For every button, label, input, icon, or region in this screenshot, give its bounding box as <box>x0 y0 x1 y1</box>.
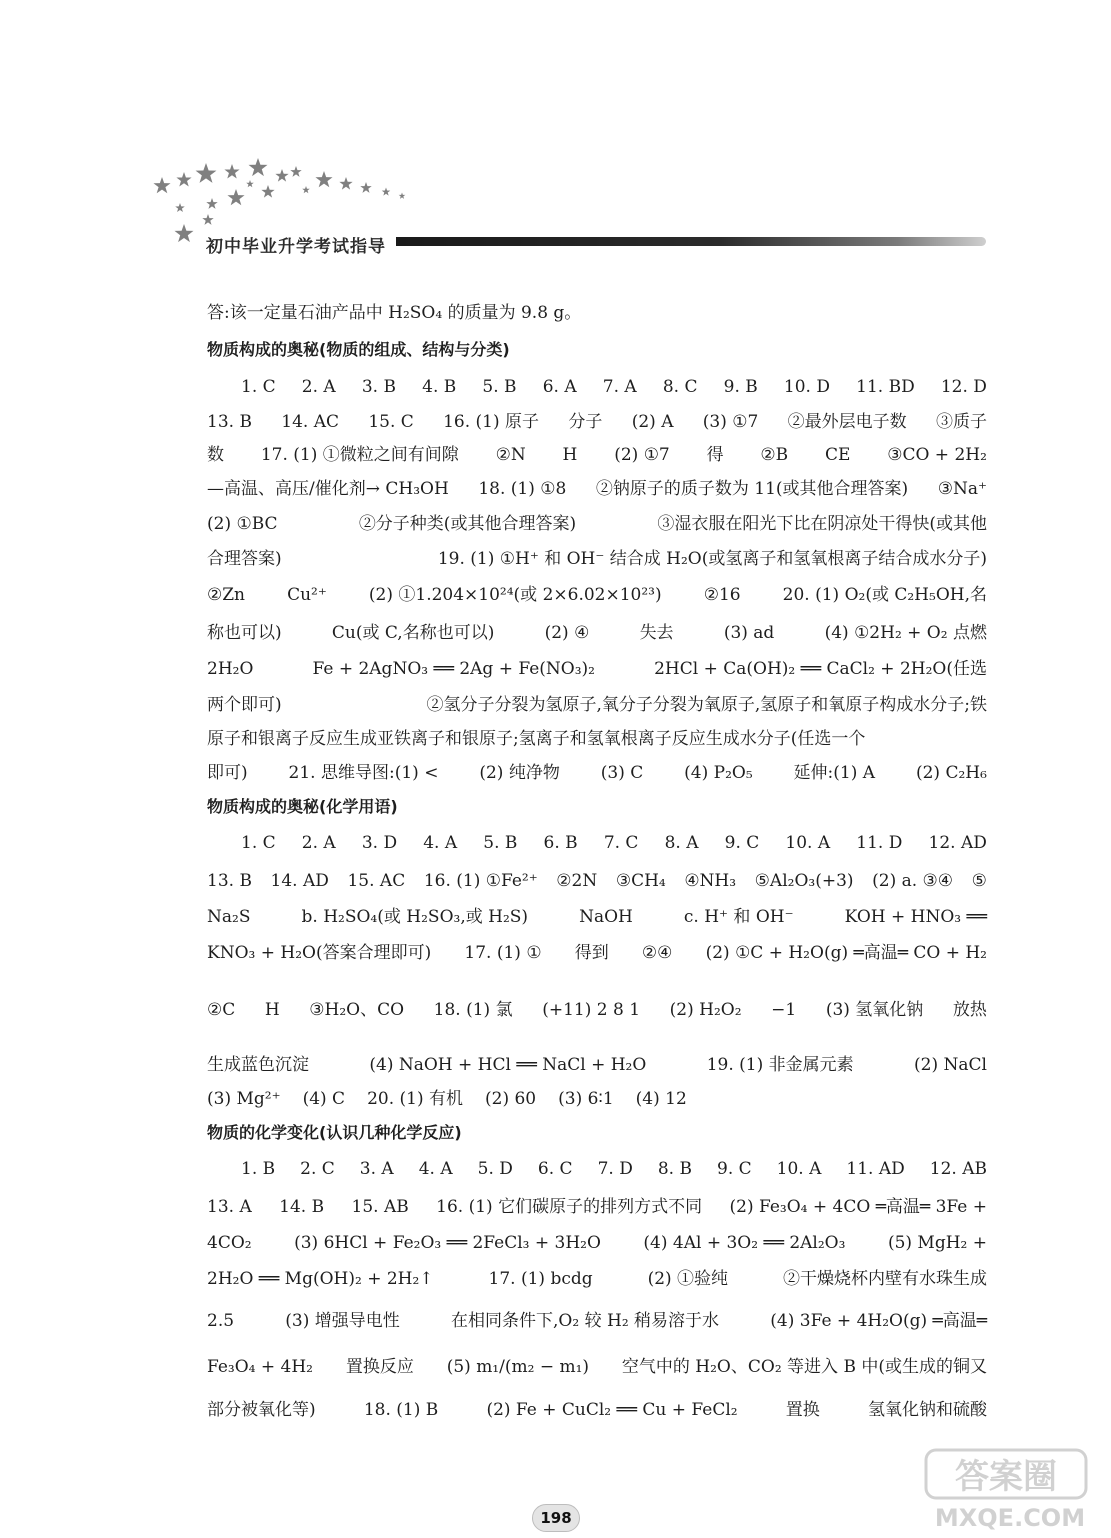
answer-segment: Fe₃O₄ + 4H₂ <box>207 1357 314 1377</box>
watermark-text: 答案圈 <box>955 1457 1057 1497</box>
answer-segment: 5. D <box>477 1159 513 1179</box>
answer-line <box>207 1352 987 1382</box>
answer-line <box>207 1050 987 1080</box>
answer-segment: 4CO₂ <box>207 1233 252 1253</box>
answer-line <box>207 544 987 574</box>
answer-segment: 17. (1) ①微粒之间有间隙 <box>260 445 459 465</box>
answer-segment: (2) 纯净物 <box>479 763 560 783</box>
answer-segment: (2) H₂O₂ <box>669 1000 742 1020</box>
answer-segment: H <box>562 445 578 465</box>
watermark-url: MXQE.COM <box>934 1504 1086 1532</box>
answer-segment: 空气中的 H₂O、CO₂ 等进入 B 中(或生成的铜又 <box>621 1357 987 1377</box>
answer-segment: ③Na⁺ <box>937 479 987 499</box>
answer-segment: (2) C₂H₆ <box>915 763 987 783</box>
answer-segment: 5. B <box>482 377 517 397</box>
answer-segment: 7. C <box>603 833 639 853</box>
answer-segment: (2) Fe + CuCl₂ ══ Cu + FeCl₂ <box>486 1400 738 1420</box>
answer-segment: 6. A <box>542 377 577 397</box>
answer-line <box>207 618 987 648</box>
answer-segment: 18. (1) B <box>363 1400 439 1420</box>
answer-segment: 2. C <box>300 1159 335 1179</box>
answer-segment: Fe + 2AgNO₃ ══ 2Ag + Fe(NO₃)₂ <box>312 659 596 679</box>
answer-segment: ②最外层电子数 <box>787 412 907 432</box>
answer-segment: (3) 氢氧化钠 <box>825 1000 924 1020</box>
answer-segment: 氢氧化钠和硫酸 <box>867 1400 987 1420</box>
answer-segment: 11. AD <box>846 1159 905 1179</box>
answer-segment: KNO₃ + H₂O(答案合理即可) <box>207 943 432 963</box>
answer-segment: ③H₂O、CO <box>309 1000 405 1020</box>
answer-segment: (3) ad <box>723 623 775 643</box>
answer-segment: 4. A <box>423 833 458 853</box>
answer-segment: 17. (1) ① <box>464 943 542 963</box>
answer-segment: 13. A <box>207 1197 252 1217</box>
answer-segment: ②Zn <box>207 585 246 605</box>
answer-segment: 即可) <box>207 763 248 783</box>
answer-segment: 2. A <box>301 833 336 853</box>
answer-segment: (2) 60 <box>485 1089 537 1109</box>
answer-segment: 16. (1) ①Fe²⁺ <box>423 871 538 891</box>
answer-line <box>241 1154 987 1184</box>
header-title: 初中毕业升学考试指导 <box>206 237 386 257</box>
answer-segment: 12. AD <box>928 833 987 853</box>
answer-line <box>207 758 987 788</box>
answer-segment: 17. (1) bcdg <box>488 1269 593 1289</box>
answer-segment: 1. B <box>241 1159 276 1179</box>
answer-segment: 18. (1) ①8 <box>478 479 567 499</box>
answer-segment: KOH + HNO₃ ══ <box>844 907 987 927</box>
answer-segment: 8. C <box>662 377 698 397</box>
answer-segment: 3. A <box>359 1159 394 1179</box>
answer-segment: 16. (1) 它们碳原子的排列方式不同 <box>436 1197 703 1217</box>
answer-segment: (2) Fe₃O₄ + 4CO ═高温═ 3Fe + <box>729 1197 987 1217</box>
answer-segment: ③CH₄ <box>615 871 666 891</box>
answer-segment: 10. D <box>783 377 830 397</box>
answer-line <box>207 1395 987 1425</box>
answer-segment: 15. AC <box>347 871 406 891</box>
answer-segment: 2H₂O <box>207 659 254 679</box>
answer-segment: (4) C <box>302 1089 346 1109</box>
answer-segment: 3. B <box>361 377 396 397</box>
answer-segment: 14. B <box>279 1197 325 1217</box>
answer-line <box>207 1228 987 1258</box>
answer-line <box>207 1264 987 1294</box>
answer-segment: (4) 3Fe + 4H₂O(g) ═高温═ <box>770 1311 987 1331</box>
answer-line <box>241 372 987 402</box>
header-rule <box>396 237 986 246</box>
answer-segment: 5. B <box>483 833 518 853</box>
answer-segment: 分子 <box>568 412 603 432</box>
answer-segment: 1. C <box>241 833 276 853</box>
answer-segment: (3) C <box>600 763 644 783</box>
answer-segment: (4) 4Al + 3O₂ ══ 2Al₂O₃ <box>643 1233 846 1253</box>
answer-segment: ②C <box>207 1000 236 1020</box>
answer-segment: —高温、高压/催化剂→ CH₃OH <box>207 479 449 499</box>
answer-segment: ②分子种类(或其他合理答案) <box>358 514 577 534</box>
answer-line <box>207 1192 987 1222</box>
answer-segment: 8. B <box>657 1159 692 1179</box>
answer-segment: 11. D <box>856 833 903 853</box>
answer-segment: 物质的化学变化(认识几种化学反应) <box>207 1123 462 1142</box>
section-heading <box>207 1118 987 1148</box>
answer-segment: (4) ①2H₂ + O₂ 点燃 <box>824 623 987 643</box>
answer-segment: −1 <box>771 1000 797 1020</box>
section-heading <box>207 792 987 822</box>
answer-line <box>207 654 987 684</box>
answer-segment: 4. A <box>418 1159 453 1179</box>
answer-segment: ②B <box>760 445 789 465</box>
answer-segment: 13. B <box>207 412 252 432</box>
answer-segment: 19. (1) 非金属元素 <box>706 1055 854 1075</box>
answer-segment: (3) 增强导电性 <box>285 1311 400 1331</box>
answer-segment: 19. (1) ①H⁺ 和 OH⁻ 结合成 H₂O(或氢离子和氢氧根离子结合成水分子) <box>437 549 987 569</box>
answer-line <box>207 509 987 539</box>
answer-segment: 9. B <box>723 377 758 397</box>
answer-segment: 13. B <box>207 871 252 891</box>
answer-segment: 4. B <box>422 377 457 397</box>
answer-segment: ②16 <box>703 585 741 605</box>
answer-segment: Cu²⁺ <box>287 585 327 605</box>
answer-segment: 18. (1) 氯 <box>433 1000 513 1020</box>
answer-segment: 6. B <box>543 833 578 853</box>
section-heading <box>207 335 987 365</box>
answer-segment: ②N <box>495 445 526 465</box>
answer-segment: 12. AB <box>929 1159 987 1179</box>
answer-segment: H <box>264 1000 280 1020</box>
answer-segment: ④NH₃ <box>684 871 737 891</box>
answer-segment: 20. (1) 有机 <box>367 1089 463 1109</box>
answer-segment: (5) m₁/(m₂ − m₁) <box>446 1357 590 1377</box>
answer-segment: ③湿衣服在阳光下比在阴凉处干得快(或其他 <box>657 514 987 534</box>
answer-segment: (2) NaCl <box>914 1055 987 1075</box>
answer-segment: ②2N <box>556 871 598 891</box>
answer-segment: 延伸:(1) A <box>793 763 876 783</box>
answer-segment: 9. C <box>717 1159 752 1179</box>
answer-line <box>207 298 987 328</box>
answer-segment: ②氢分子分裂为氢原子,氧分子分裂为氧原子,氢原子和氧原子构成水分子;铁 <box>426 695 987 715</box>
answer-line <box>207 1084 987 1114</box>
answer-line <box>207 995 987 1025</box>
answer-segment: ③质子 <box>936 412 987 432</box>
answer-segment: (2) ①BC <box>207 514 278 534</box>
answer-line <box>207 724 987 754</box>
answer-segment: 部分被氧化等) <box>207 1400 316 1420</box>
answer-segment: (5) MgH₂ + <box>887 1233 987 1253</box>
answer-segment: ⑤Al₂O₃(+3) <box>754 871 854 891</box>
answer-segment: ②④ <box>641 943 673 963</box>
answer-segment: 2H₂O ══ Mg(OH)₂ + 2H₂↑ <box>207 1269 434 1289</box>
answer-segment: 10. A <box>785 833 831 853</box>
answer-segment: Cu(或 C,名称也可以) <box>331 623 495 643</box>
answer-segment: c. H⁺ 和 OH⁻ <box>683 907 794 927</box>
answer-segment: (+11) 2 8 1 <box>542 1000 641 1020</box>
page-number: 198 <box>532 1504 580 1532</box>
answer-segment: 9. C <box>724 833 760 853</box>
answer-segment: 物质构成的奥秘(化学用语) <box>207 797 398 816</box>
answer-segment: (4) NaOH + HCl ══ NaCl + H₂O <box>369 1055 647 1075</box>
answer-segment: b. H₂SO₄(或 H₂SO₃,或 H₂S) <box>301 907 529 927</box>
answer-line <box>207 474 987 504</box>
answer-line <box>207 440 987 470</box>
answer-segment: 7. D <box>597 1159 633 1179</box>
answer-segment: (4) 12 <box>635 1089 687 1109</box>
answer-segment: 2HCl + Ca(OH)₂ ══ CaCl₂ + 2H₂O(任选 <box>654 659 987 679</box>
answer-segment: (2) ④ <box>544 623 590 643</box>
answer-segment: 原子和银离子反应生成亚铁离子和银原子;氢离子和氢氧根离子反应生成水分子(任选一个 <box>207 729 866 749</box>
answer-segment: 置换反应 <box>345 1357 414 1377</box>
answer-segment: 得到 <box>574 943 609 963</box>
answer-segment: 放热 <box>952 1000 987 1020</box>
answer-segment: (2) A <box>631 412 674 432</box>
answer-segment: 称也可以) <box>207 623 282 643</box>
answer-segment: ②干燥烧杯内壁有水珠生成 <box>783 1269 987 1289</box>
answer-segment: 6. C <box>537 1159 573 1179</box>
answer-line <box>207 690 987 720</box>
watermark <box>922 1446 1102 1534</box>
answer-segment: 8. A <box>664 833 699 853</box>
answer-segment: 14. AC <box>281 412 339 432</box>
answer-segment: (2) ①7 <box>614 445 670 465</box>
answer-segment: 1. C <box>241 377 276 397</box>
answer-segment: Na₂S <box>207 907 251 927</box>
answer-segment: 10. A <box>776 1159 822 1179</box>
answer-segment: 置换 <box>785 1400 820 1420</box>
answer-segment: (4) P₂O₅ <box>684 763 753 783</box>
answer-line <box>207 1306 987 1336</box>
answer-segment: (2) a. ③④ <box>872 871 954 891</box>
answer-segment: (3) 6HCl + Fe₂O₃ ══ 2FeCl₃ + 3H₂O <box>294 1233 601 1253</box>
answer-segment: 14. AD <box>270 871 329 891</box>
answer-segment: 15. AB <box>351 1197 409 1217</box>
answer-line <box>207 902 987 932</box>
answer-segment: 7. A <box>602 377 637 397</box>
answer-line <box>207 407 987 437</box>
answer-segment: 2.5 <box>207 1311 235 1331</box>
answer-segment: CE <box>824 445 851 465</box>
answer-segment: 合理答案) <box>207 549 282 569</box>
answer-segment: 11. BD <box>856 377 915 397</box>
watermark-logo-icon <box>922 1446 1102 1534</box>
answer-segment: 20. (1) O₂(或 C₂H₅OH,名 <box>782 585 987 605</box>
answer-segment: 两个即可) <box>207 695 282 715</box>
answer-segment: ②钠原子的质子数为 11(或其他合理答案) <box>595 479 909 499</box>
answer-segment: (3) ①7 <box>702 412 759 432</box>
answer-segment: 答:该一定量石油产品中 H₂SO₄ 的质量为 9.8 g。 <box>207 303 582 323</box>
answer-segment: (2) ①验纯 <box>647 1269 729 1289</box>
answer-segment: 物质构成的奥秘(物质的组成、结构与分类) <box>207 340 510 359</box>
answer-line <box>207 938 987 968</box>
answer-line <box>207 866 987 896</box>
answer-segment: 生成蓝色沉淀 <box>207 1055 309 1075</box>
answer-line <box>241 828 987 858</box>
answer-segment: 2. A <box>301 377 336 397</box>
answer-segment: (2) ①1.204×10²⁴(或 2×6.02×10²³) <box>368 585 662 605</box>
answer-segment: 3. D <box>361 833 398 853</box>
answer-segment: 在相同条件下,O₂ 较 H₂ 稍易溶于水 <box>451 1311 720 1331</box>
answer-segment: 15. C <box>368 412 414 432</box>
answer-segment: (3) Mg²⁺ <box>207 1089 281 1109</box>
answer-segment: 数 <box>207 445 224 465</box>
answer-segment: 得 <box>706 445 724 465</box>
answer-segment: (2) ①C + H₂O(g) ═高温═ CO + H₂ <box>705 943 987 963</box>
answer-segment: 12. D <box>940 377 987 397</box>
answer-segment: 16. (1) 原子 <box>443 412 540 432</box>
answer-segment: ⑤ <box>971 871 987 891</box>
answer-segment: 失去 <box>639 623 674 643</box>
answer-segment: ③CO + 2H₂ <box>887 445 987 465</box>
answer-line <box>207 580 987 610</box>
answer-segment: 21. 思维导图:(1) < <box>288 763 439 783</box>
answer-segment: NaOH <box>579 907 633 927</box>
answer-segment: (3) 6∶1 <box>558 1089 614 1109</box>
